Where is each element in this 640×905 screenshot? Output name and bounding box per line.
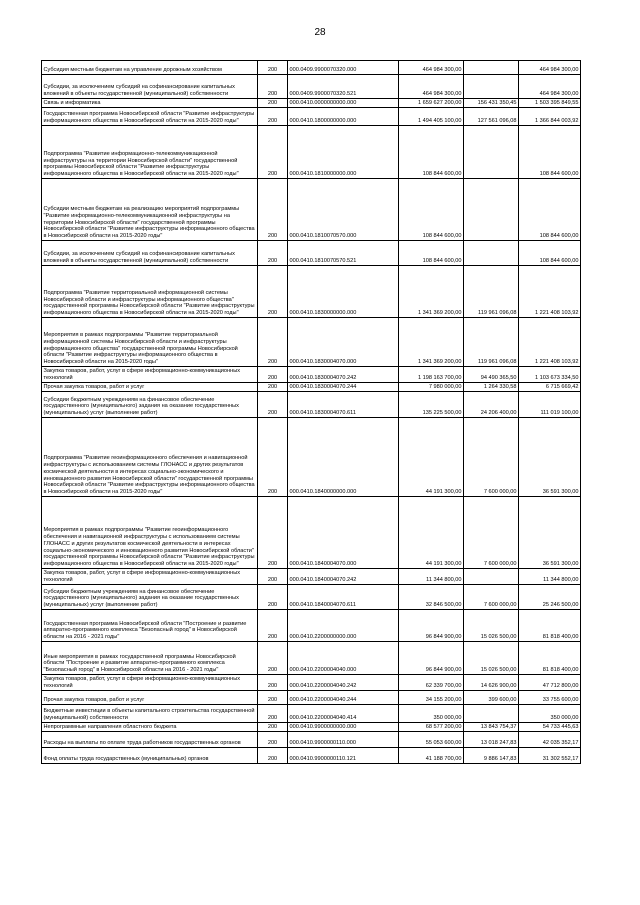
remaining-amount-cell: 1 103 673 334,50 xyxy=(519,367,581,383)
approved-amount-cell: 32 846 500,00 xyxy=(399,585,464,610)
classification-code-cell: 000.0410.1810070570.521 xyxy=(288,241,399,266)
admin-code-cell: 200 xyxy=(258,610,288,642)
row-name-cell: Субсидия местным бюджетам на управление дорожным хозяйством xyxy=(42,61,258,75)
executed-amount-cell: 7 600 000,00 xyxy=(464,418,519,497)
row-name-cell: Подпрограмма "Развитие информационно-телекоммуникационной инфраструктуры на территории Новосибирской области" государственной программы Новосибирской области "Развитие инфраструктуры информационного общества в Новосибирской области на 2015-2020 годы" xyxy=(42,126,258,179)
classification-code-cell: 000.0409.9900070320.000 xyxy=(288,61,399,75)
row-name-cell: Государственная программа Новосибирской области "Развитие инфраструктуры информационного общества в Новосибирской области на 2015-2020 годы" xyxy=(42,108,258,126)
classification-code-cell: 000.0410.1830004070.242 xyxy=(288,367,399,383)
remaining-amount-cell: 42 035 352,17 xyxy=(519,732,581,748)
classification-code-cell: 000.0410.1840004070.000 xyxy=(288,497,399,569)
row-name-cell: Прочая закупка товаров, работ и услуг xyxy=(42,383,258,392)
row-name-cell: Расходы на выплаты по оплате труда работников государственных органов xyxy=(42,732,258,748)
approved-amount-cell: 44 191 300,00 xyxy=(399,418,464,497)
executed-amount-cell: 1 264 330,58 xyxy=(464,383,519,392)
admin-code-cell: 200 xyxy=(258,497,288,569)
table-row xyxy=(42,610,581,642)
remaining-amount-cell: 31 302 552,17 xyxy=(519,748,581,764)
approved-amount-cell: 96 844 900,00 xyxy=(399,610,464,642)
executed-amount-cell xyxy=(464,75,519,99)
classification-code-cell: 000.0410.1810070570.000 xyxy=(288,179,399,241)
remaining-amount-cell: 36 591 300,00 xyxy=(519,497,581,569)
admin-code-cell: 200 xyxy=(258,418,288,497)
table-row xyxy=(42,569,581,585)
table-row xyxy=(42,383,581,392)
table-row xyxy=(42,723,581,732)
admin-code-cell: 200 xyxy=(258,732,288,748)
row-name-cell: Субсидии бюджетным учреждениям на финансовое обеспечение государственного (муниципального) задания на оказание государственных (муниципальных) услуг (выполнение работ) xyxy=(42,585,258,610)
admin-code-cell: 200 xyxy=(258,61,288,75)
executed-amount-cell xyxy=(464,569,519,585)
admin-code-cell: 200 xyxy=(258,585,288,610)
row-name-cell: Мероприятия в рамках подпрограммы "Развитие территориальной информационной системы Новосибирской области и инфраструктуры информационного общества" государственной программы Новосибирской области "Развитие инфраструктуры информационного общества в Новосибирской области на 2015-2020 годы" xyxy=(42,318,258,367)
approved-amount-cell: 1 198 163 700,00 xyxy=(399,367,464,383)
classification-code-cell: 000.0410.0000000000.000 xyxy=(288,99,399,108)
approved-amount-cell: 44 191 300,00 xyxy=(399,497,464,569)
executed-amount-cell: 156 431 350,45 xyxy=(464,99,519,108)
remaining-amount-cell: 1 221 408 103,92 xyxy=(519,318,581,367)
budget-table xyxy=(41,60,581,764)
remaining-amount-cell: 464 984 300,00 xyxy=(519,75,581,99)
executed-amount-cell: 119 961 096,08 xyxy=(464,266,519,318)
table-row xyxy=(42,497,581,569)
row-name-cell: Закупка товаров, работ, услуг в сфере информационно-коммуникационных технологий xyxy=(42,569,258,585)
row-name-cell: Подпрограмма "Развитие территориальной информационной системы Новосибирской области и инфраструктуры информационного общества" государственной программы Новосибирской области "Развитие инфраструктуры информационного общества в Новосибирской области на 2015-2020 годы" xyxy=(42,266,258,318)
classification-code-cell: 000.0410.1830004070.000 xyxy=(288,318,399,367)
table-row xyxy=(42,318,581,367)
classification-code-cell: 000.0410.1830004070.244 xyxy=(288,383,399,392)
approved-amount-cell: 108 844 600,00 xyxy=(399,179,464,241)
classification-code-cell: 000.0410.2200004040.000 xyxy=(288,642,399,675)
approved-amount-cell: 108 844 600,00 xyxy=(399,241,464,266)
remaining-amount-cell: 81 818 400,00 xyxy=(519,610,581,642)
approved-amount-cell: 11 344 800,00 xyxy=(399,569,464,585)
row-name-cell: Связь и информатика xyxy=(42,99,258,108)
admin-code-cell: 200 xyxy=(258,392,288,418)
approved-amount-cell: 41 188 700,00 xyxy=(399,748,464,764)
admin-code-cell: 200 xyxy=(258,748,288,764)
remaining-amount-cell: 108 844 600,00 xyxy=(519,179,581,241)
admin-code-cell: 200 xyxy=(258,75,288,99)
remaining-amount-cell: 108 844 600,00 xyxy=(519,126,581,179)
row-name-cell: Подпрограмма "Развитие геоинформационного обеспечения и навигационной инфраструктуры с использованием системы ГЛОНАСС и других результатов космической деятельности в интересах социально-экономического и инновационного развития Новосибирской области" государственной программы Новосибирской области "Развитие инфраструктуры информационного общества в Новосибирской области на 2015-2020 годы" xyxy=(42,418,258,497)
row-name-cell: Субсидии местным бюджетам на реализацию мероприятий подпрограммы "Развитие информационно-телекоммуникационной инфраструктуры на территории Новосибирской области" государственной программы Новосибирской области "Развитие инфраструктуры информационного общества в Новосибирской области на 2015-2020 годы" xyxy=(42,179,258,241)
row-name-cell: Закупка товаров, работ, услуг в сфере информационно-коммуникационных технологий xyxy=(42,675,258,691)
admin-code-cell: 200 xyxy=(258,705,288,723)
row-name-cell: Субсидии бюджетным учреждениям на финансовое обеспечение государственного (муниципального) задания на оказание государственных (муниципальных) услуг (выполнение работ) xyxy=(42,392,258,418)
executed-amount-cell: 94 490 365,50 xyxy=(464,367,519,383)
admin-code-cell: 200 xyxy=(258,179,288,241)
admin-code-cell: 200 xyxy=(258,642,288,675)
classification-code-cell: 000.0410.1840004070.611 xyxy=(288,585,399,610)
table-row xyxy=(42,691,581,705)
remaining-amount-cell: 33 755 600,00 xyxy=(519,691,581,705)
remaining-amount-cell: 6 715 669,42 xyxy=(519,383,581,392)
approved-amount-cell: 464 984 300,00 xyxy=(399,75,464,99)
remaining-amount-cell: 350 000,00 xyxy=(519,705,581,723)
row-name-cell: Государственная программа Новосибирской области "Построение и развитие аппаратно-программного комплекса "Безопасный город" в Новосибирской области на 2016 - 2021 годы" xyxy=(42,610,258,642)
approved-amount-cell: 1 659 627 200,00 xyxy=(399,99,464,108)
classification-code-cell: 000.0410.2200004040.244 xyxy=(288,691,399,705)
classification-code-cell: 000.0410.1830004070.611 xyxy=(288,392,399,418)
admin-code-cell: 200 xyxy=(258,723,288,732)
classification-code-cell: 000.0410.9900000110.121 xyxy=(288,748,399,764)
table-row xyxy=(42,732,581,748)
approved-amount-cell: 68 577 200,00 xyxy=(399,723,464,732)
table-row xyxy=(42,675,581,691)
remaining-amount-cell: 25 246 500,00 xyxy=(519,585,581,610)
classification-code-cell: 000.0409.9900070320.521 xyxy=(288,75,399,99)
executed-amount-cell xyxy=(464,241,519,266)
classification-code-cell: 000.0410.1840000000.000 xyxy=(288,418,399,497)
table-row xyxy=(42,585,581,610)
remaining-amount-cell: 81 818 400,00 xyxy=(519,642,581,675)
table-row xyxy=(42,75,581,99)
classification-code-cell: 000.0410.2200004040.414 xyxy=(288,705,399,723)
executed-amount-cell: 119 961 096,08 xyxy=(464,318,519,367)
table-row xyxy=(42,266,581,318)
remaining-amount-cell: 1 366 844 003,92 xyxy=(519,108,581,126)
remaining-amount-cell: 464 984 300,00 xyxy=(519,61,581,75)
row-name-cell: Прочая закупка товаров, работ и услуг xyxy=(42,691,258,705)
admin-code-cell: 200 xyxy=(258,108,288,126)
row-name-cell: Иные мероприятия в рамках государственной программы Новосибирской области "Построение и развитие аппаратно-программного комплекса "Безопасный город" в Новосибирской области на 2016 - 2021 годы" xyxy=(42,642,258,675)
approved-amount-cell: 135 225 500,00 xyxy=(399,392,464,418)
remaining-amount-cell: 1 503 395 849,55 xyxy=(519,99,581,108)
approved-amount-cell: 464 984 300,00 xyxy=(399,61,464,75)
executed-amount-cell: 24 206 400,00 xyxy=(464,392,519,418)
table-row xyxy=(42,367,581,383)
page-number: 28 xyxy=(314,27,326,38)
row-name-cell: Бюджетные инвестиции в объекты капитального строительства государственной (муниципальной) собственности xyxy=(42,705,258,723)
row-name-cell: Субсидии, за исключением субсидий на софинансирование капитальных вложений в объекты государственной (муниципальной) собственности xyxy=(42,241,258,266)
executed-amount-cell xyxy=(464,705,519,723)
admin-code-cell: 200 xyxy=(258,99,288,108)
classification-code-cell: 000.0410.2200000000.000 xyxy=(288,610,399,642)
row-name-cell: Фонд оплаты труда государственных (муниципальных) органов xyxy=(42,748,258,764)
table-row xyxy=(42,108,581,126)
remaining-amount-cell: 108 844 600,00 xyxy=(519,241,581,266)
executed-amount-cell xyxy=(464,126,519,179)
executed-amount-cell: 13 018 247,83 xyxy=(464,732,519,748)
executed-amount-cell: 13 843 754,37 xyxy=(464,723,519,732)
classification-code-cell: 000.0410.1810000000.000 xyxy=(288,126,399,179)
admin-code-cell: 200 xyxy=(258,266,288,318)
classification-code-cell: 000.0410.9900000000.000 xyxy=(288,723,399,732)
remaining-amount-cell: 111 019 100,00 xyxy=(519,392,581,418)
remaining-amount-cell: 11 344 800,00 xyxy=(519,569,581,585)
table-row xyxy=(42,748,581,764)
row-name-cell: Мероприятия в рамках подпрограммы "Развитие геоинформационного обеспечения и навигационной инфраструктуры с использованием системы ГЛОНАСС и других результатов космической деятельности в интересах социально-экономического и инновационного развития Новосибирской области" государственной программы Новосибирской области "Развитие инфраструктуры информационного общества в Новосибирской области на 2015-2020 годы" xyxy=(42,497,258,569)
executed-amount-cell: 7 600 000,00 xyxy=(464,585,519,610)
admin-code-cell: 200 xyxy=(258,367,288,383)
approved-amount-cell: 96 844 900,00 xyxy=(399,642,464,675)
executed-amount-cell: 15 026 500,00 xyxy=(464,642,519,675)
executed-amount-cell: 9 886 147,83 xyxy=(464,748,519,764)
admin-code-cell: 200 xyxy=(258,691,288,705)
remaining-amount-cell: 47 712 800,00 xyxy=(519,675,581,691)
executed-amount-cell: 7 600 000,00 xyxy=(464,497,519,569)
admin-code-cell: 200 xyxy=(258,569,288,585)
executed-amount-cell: 127 561 096,08 xyxy=(464,108,519,126)
executed-amount-cell: 15 026 500,00 xyxy=(464,610,519,642)
table-row xyxy=(42,126,581,179)
row-name-cell: Субсидии, за исключением субсидий на софинансирование капитальных вложений в объекты государственной (муниципальной) собственности xyxy=(42,75,258,99)
classification-code-cell: 000.0410.1830000000.000 xyxy=(288,266,399,318)
approved-amount-cell: 350 000,00 xyxy=(399,705,464,723)
table-row xyxy=(42,705,581,723)
admin-code-cell: 200 xyxy=(258,126,288,179)
approved-amount-cell: 1 341 369 200,00 xyxy=(399,318,464,367)
approved-amount-cell: 7 980 000,00 xyxy=(399,383,464,392)
row-name-cell: Закупка товаров, работ, услуг в сфере информационно-коммуникационных технологий xyxy=(42,367,258,383)
approved-amount-cell: 1 341 369 200,00 xyxy=(399,266,464,318)
admin-code-cell: 200 xyxy=(258,241,288,266)
classification-code-cell: 000.0410.1840004070.242 xyxy=(288,569,399,585)
approved-amount-cell: 55 053 600,00 xyxy=(399,732,464,748)
approved-amount-cell: 1 494 405 100,00 xyxy=(399,108,464,126)
table-row xyxy=(42,642,581,675)
approved-amount-cell: 108 844 600,00 xyxy=(399,126,464,179)
table-row xyxy=(42,179,581,241)
table-row xyxy=(42,61,581,75)
table-row xyxy=(42,418,581,497)
table-row xyxy=(42,392,581,418)
executed-amount-cell: 14 626 900,00 xyxy=(464,675,519,691)
remaining-amount-cell: 54 733 445,63 xyxy=(519,723,581,732)
executed-amount-cell xyxy=(464,179,519,241)
classification-code-cell: 000.0410.1800000000.000 xyxy=(288,108,399,126)
admin-code-cell: 200 xyxy=(258,318,288,367)
remaining-amount-cell: 1 221 408 103,92 xyxy=(519,266,581,318)
table-row xyxy=(42,241,581,266)
admin-code-cell: 200 xyxy=(258,383,288,392)
classification-code-cell: 000.0410.2200004040.242 xyxy=(288,675,399,691)
row-name-cell: Непрограммные направления областного бюджета xyxy=(42,723,258,732)
classification-code-cell: 000.0410.9900000110.000 xyxy=(288,732,399,748)
remaining-amount-cell: 36 591 300,00 xyxy=(519,418,581,497)
admin-code-cell: 200 xyxy=(258,675,288,691)
executed-amount-cell xyxy=(464,61,519,75)
approved-amount-cell: 34 155 200,00 xyxy=(399,691,464,705)
table-row xyxy=(42,99,581,108)
approved-amount-cell: 62 339 700,00 xyxy=(399,675,464,691)
executed-amount-cell: 399 600,00 xyxy=(464,691,519,705)
